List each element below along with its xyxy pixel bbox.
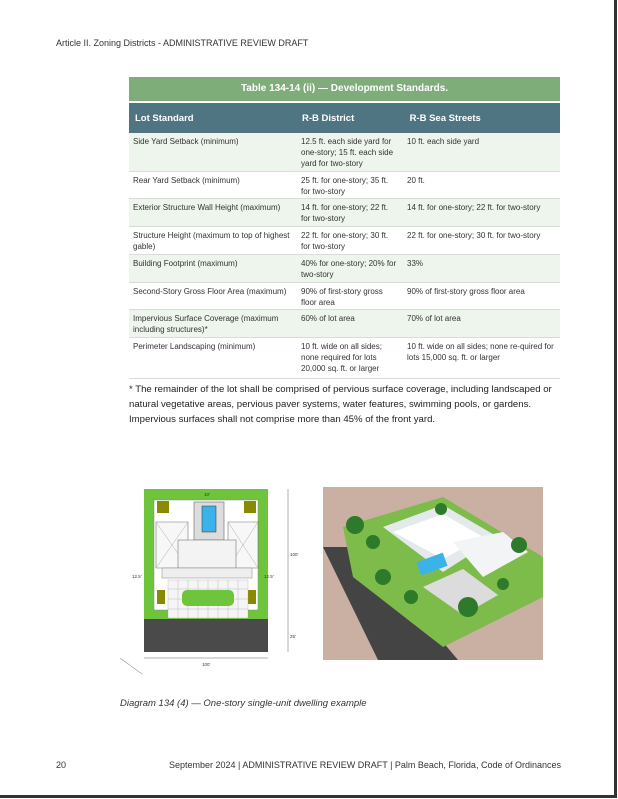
table-row	[129, 338, 560, 379]
table-row	[129, 172, 560, 199]
table-cell: 10 ft. wide on all sides; none required for lots 20,000 sq. ft. or larger	[301, 342, 382, 373]
footer-text: September 2024 | ADMINISTRATIVE REVIEW DRAFT | Palm Beach, Florida, Code of Ordinances	[169, 760, 561, 770]
rear-setback-label: 10'	[204, 492, 210, 497]
front-setback-label: 25'	[290, 634, 296, 639]
table-cell: 10 ft. each side yard	[407, 137, 480, 146]
lot-width-label: 100'	[202, 662, 211, 667]
table-row	[129, 199, 560, 227]
table-cell: Rear Yard Setback (minimum)	[133, 176, 240, 185]
table-body	[129, 133, 560, 379]
side-setback-label-left: 12.5'	[132, 574, 142, 579]
table-cell: Perimeter Landscaping (minimum)	[133, 342, 256, 351]
table-cell: 25 ft. for one-story; 35 ft. for two-story	[301, 176, 389, 196]
table-cell: 90% of first-story gross floor area	[407, 287, 525, 296]
table-header-row	[129, 103, 560, 133]
table-cell: 90% of first-story gross floor area	[301, 287, 383, 307]
table-cell: Structure Height (maximum to top of highest gable)	[133, 231, 290, 251]
pool	[202, 506, 216, 532]
table-row	[129, 227, 560, 255]
impervious-footnote: * The remainder of the lot shall be comprised of pervious surface coverage, including landscaped or natural vegetative areas, pervious paver systems, water features, swimming pools, or gardens. Impervious surfaces shall not comprise more than 45% of the front yard.	[129, 384, 552, 425]
side-setback-label-right: 12.5'	[264, 574, 274, 579]
table-cell: Exterior Structure Wall Height (maximum)	[133, 203, 281, 212]
running-header: Article II. Zoning Districts - ADMINISTRATIVE REVIEW DRAFT	[56, 38, 309, 48]
lot-depth-label: 100'	[290, 552, 299, 557]
table-cell: Side Yard Setback (minimum)	[133, 137, 239, 146]
table-cell: Impervious Surface Coverage (maximum including structures)*	[133, 314, 279, 334]
column-header: R-B Sea Streets	[409, 112, 481, 124]
column-header: R-B District	[301, 112, 355, 124]
site-plan-diagram	[118, 468, 300, 674]
table-cell: Second-Story Gross Floor Area (maximum)	[133, 287, 287, 296]
table-cell: 70% of lot area	[407, 314, 461, 323]
table-cell: 60% of lot area	[301, 314, 355, 323]
table-cell: 14 ft. for one-story; 22 ft. for two-story	[301, 203, 389, 223]
street-paving	[144, 619, 268, 652]
table-cell: 22 ft. for one-story; 30 ft. for two-story	[301, 231, 389, 251]
table-cell: Building Footprint (maximum)	[133, 259, 238, 268]
table-cell: 20 ft.	[407, 176, 425, 185]
table-cell: 22 ft. for one-story; 30 ft. for two-story	[407, 231, 541, 240]
column-header: Lot Standard	[135, 112, 194, 124]
table-cell: 40% for one-story; 20% for two-story	[301, 259, 397, 279]
table-row	[129, 133, 560, 172]
diagram-caption: Diagram 134 (4) — One-story single-unit dwelling example	[120, 698, 367, 709]
page-number: 20	[56, 760, 67, 770]
table-cell: 10 ft. wide on all sides; none re-quired for lots 15,000 sq. ft. or larger	[407, 342, 554, 362]
table-cell: 12.5 ft. each side yard for one-story; 15 ft. each side yard for two-story	[301, 137, 394, 168]
table-row	[129, 310, 560, 338]
table-cell: 14 ft. for one-story; 22 ft. for two-story	[407, 203, 541, 212]
rendered-dwelling-image	[323, 487, 543, 660]
table-cell: 33%	[407, 259, 424, 268]
table-title: Table 134-14 (ii) — Development Standards.	[129, 77, 560, 101]
table-row	[129, 255, 560, 283]
development-standards-table	[129, 77, 560, 379]
table-row	[129, 283, 560, 310]
